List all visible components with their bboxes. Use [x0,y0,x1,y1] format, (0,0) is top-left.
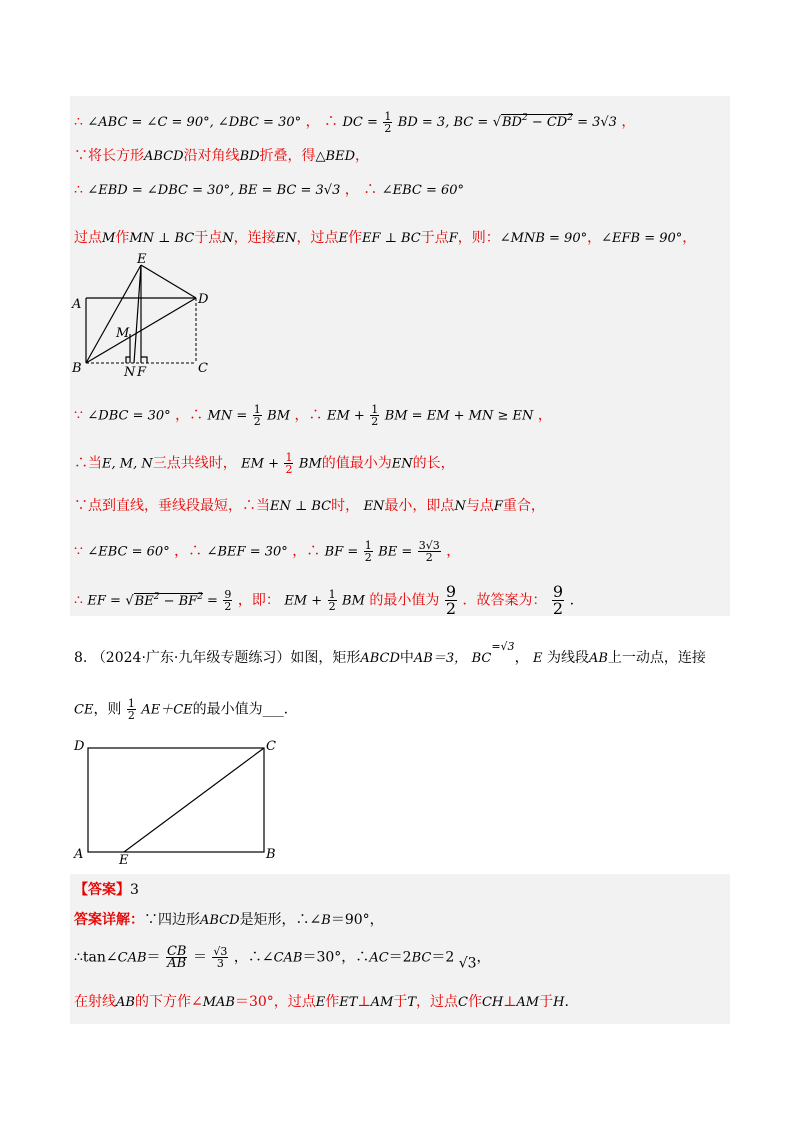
expression: EM + [241,456,279,472]
text: 的值最小为 [321,455,392,472]
solution-line-2 [74,146,369,167]
expression: MN = [207,408,248,424]
solution-line-6 [74,452,455,475]
fraction-half [364,540,373,563]
point-label: F [448,231,458,246]
answer-detail-line-2 [74,946,491,974]
text: 为线段 [546,650,589,666]
segment-en [134,265,141,363]
solution-line-1 [74,108,635,134]
denominator: 2 [285,463,293,476]
question-8-line-2 [74,698,288,721]
answer-detail-line-1 [74,910,384,931]
expression: BM [267,408,291,424]
text: ∵点到直线，垂线段最短，∴当 [74,498,270,514]
expression: EN ⊥ BC [270,499,332,514]
numerator: CB [166,944,187,959]
fraction-half [253,404,262,427]
label-m: M [116,326,130,341]
fraction-half [383,111,392,134]
expression: EF = [87,593,121,609]
fraction-half [127,698,136,721]
separator: ， [682,230,697,246]
bd-expression: BD = 3, BC = [397,115,489,130]
answer-blank: ___ [262,701,284,718]
equals: ＝ [146,949,161,966]
fraction-cb-ab [166,946,188,969]
therefore-symbol: ，∴ [174,543,203,560]
question-number: 8. [74,650,88,666]
segment-label: CH [481,995,504,1010]
text: ＝30°，过点 [234,994,316,1010]
expression: MN ⊥ BC [129,231,195,246]
equation: ∠DBC = 30° [87,408,171,424]
denominator: 2 [371,415,379,428]
label-a: A [72,297,82,312]
text: ．故答案为： [462,592,547,609]
text: 的长， [412,455,455,472]
segment-label: AB [588,651,608,666]
numerator: 1 [253,403,261,416]
text: 将长方形 [88,148,144,164]
segment-label: AC [369,950,389,966]
fraction-half [328,589,337,612]
text: ， [355,148,370,164]
period: . [283,701,289,718]
denominator: 2 [384,121,392,135]
segment-label: CE [74,702,94,718]
expression: BM [342,593,365,609]
text: ∴当 [74,455,102,472]
figure-folded-rectangle [64,250,224,380]
label-e: E [119,853,129,866]
fraction-result [418,540,441,563]
text: 作 [325,994,340,1010]
point-label: H [553,995,565,1010]
denominator: 3 [216,957,224,970]
denominator: AB [167,956,187,971]
expression: BM = EM + MN ≥ EN [384,408,534,424]
triangle-name: △BED [315,149,356,164]
solution-line-8 [74,540,460,563]
text: 在射线 [74,994,116,1010]
text: 沿对角线 [183,148,240,164]
therefore-symbol: ，∴ [292,543,321,560]
fraction-nine-halves [223,589,232,612]
text: ∴tan∠ [74,949,118,966]
fraction-nine-halves-large [552,584,564,617]
equation: ∠MNB = 90° [499,231,588,246]
expression: AE＋CE [141,702,193,718]
numerator: 1 [328,588,336,601]
denominator: 2 [552,599,564,618]
therefore-symbol: ∴ [324,114,339,130]
text: 的下方作∠ [134,994,203,1010]
equation: ∠EBD = ∠DBC = 30°, BE = BC = 3√3 [87,183,341,198]
therefore-symbol: ∴ [74,114,83,130]
text: 于 [539,994,554,1010]
diagonal-name: BD [239,149,260,164]
superscript: 2 [153,591,160,602]
separator: ， [587,230,602,246]
label-b: B [72,361,82,376]
solution-line-4 [74,228,696,249]
text: ，则： [457,230,500,246]
detail-label: 答案详解： [74,912,144,928]
segment-label: BC [411,950,432,966]
segment-ec [124,748,264,852]
text: ⊥ [357,994,371,1010]
expression: BF = [324,544,359,560]
expression: BE = [378,544,413,560]
solution-line-7 [74,496,545,517]
text: 的最小值为 [192,701,263,718]
text: ， [476,949,491,966]
numerator: 1 [127,697,135,710]
superscript: 2 [521,113,528,123]
segment-label: AM [370,995,394,1010]
text: ，过点 [296,230,339,246]
angle-name: CAB [117,950,147,966]
angle-name: MAB [202,995,235,1010]
numerator: 1 [371,403,379,416]
point-label: C [458,995,468,1010]
numerator: 1 [384,109,392,123]
label-d: D [74,739,85,754]
equation: ∠BEF = 30° [206,544,288,560]
text: 作 [467,994,482,1010]
text: ＝2 [431,949,455,966]
segment-label: EN [391,456,413,472]
dc-expression: DC = [342,115,378,130]
question-8-line-1 [74,640,706,667]
therefore-symbol: ，∴ [175,407,204,424]
text: ，过点 [416,994,458,1010]
text: 中 [399,650,414,666]
text: 最小，即点 [384,498,455,514]
equals: = [202,593,218,609]
segment-label: EN [275,231,297,246]
right-angle-n [126,357,130,363]
therefore-symbol: ∴ [74,182,83,198]
label-n: N [124,365,136,380]
numerator: 3√3 [418,539,440,552]
numerator: √3 [213,945,228,958]
question-source: （2024·广东·九年级专题练习） [91,650,291,666]
solution-line-9 [74,584,574,617]
numerator: 1 [285,451,293,464]
label-c: C [198,361,208,376]
text: 是矩形，∴∠ [239,912,322,928]
rect-name: ABCD [144,149,184,164]
right-angle-f [141,357,147,363]
label-a: A [74,847,84,862]
text: 于 [393,994,408,1010]
angle-vertex: B [321,913,331,928]
sqrt-expression: $√BE^2 - BF^2$ = [125,591,218,609]
text: 作 [115,230,130,246]
numerator: 9 [224,588,232,601]
denominator: 2 [253,415,261,428]
sqrt-minus: − CD [527,115,568,130]
fraction-half [370,404,379,427]
denominator: 2 [445,599,457,618]
expression: AB＝3， [413,651,468,666]
superscript: 2 [567,113,573,123]
sqrt-value: √3 [458,955,477,972]
label-c: C [266,739,276,754]
text: 的最小值为 [369,592,440,609]
therefore-symbol: ∴ [74,592,83,609]
text: ，连接 [233,230,276,246]
text: 如图，矩形 [290,650,361,666]
text: 重合， [502,498,545,514]
segment-label: EN [363,499,385,514]
text: 于点 [420,230,449,246]
text: ， [514,650,529,666]
text: ＝30°，∴ [302,949,370,966]
text: 折叠，得 [259,148,316,164]
equals: ＝ [192,949,207,966]
point-label: N [454,499,466,514]
expression: EM + [284,593,323,609]
figure-rectangle-abcd [66,736,286,866]
denominator: 2 [328,600,336,613]
because-symbol: ∵ [74,543,83,560]
label-f: F [137,365,147,380]
segment-be [86,265,141,363]
separator: ， [537,407,552,424]
label-e: E [137,252,147,267]
expression: EM + [326,408,365,424]
therefore-symbol: ，∴ [294,407,323,424]
rect-name: ABCD [360,651,400,666]
separator: ， [344,182,359,198]
points: E, M, N [102,456,153,472]
label-b: B [266,847,276,862]
text: 作 [347,230,362,246]
angle-equation: ∠ABC = ∠C = 90°, ∠DBC = 30° [87,115,302,130]
solution-line-5 [74,404,552,427]
denominator: 2 [224,600,232,613]
sqrt-expression: $√BD^2 - CD^2 = 3√3$ [492,113,617,130]
text: 时， [331,498,360,514]
angle-name: CAB [273,950,303,966]
point-label: E [315,995,326,1010]
equation: ∠EBC = 60° [381,183,465,198]
segment-label: AM [516,995,540,1010]
point-label: M [102,231,116,246]
rectangle-abcd [88,748,264,852]
rect-name: ABCD [200,913,240,928]
text: ，∴∠ [233,949,274,966]
text: 三点共线时， [152,455,237,472]
separator: ， [446,543,461,560]
text: ，即： [237,592,280,609]
period: . [564,994,569,1010]
solution-line-3 [74,180,464,201]
answer-label: 【答案】 [74,882,130,898]
period: . [569,592,575,609]
fraction-nine-halves-large [445,584,457,617]
therefore-symbol: ∴ [363,182,378,198]
denominator: 2 [127,709,135,722]
point-label: T [407,995,416,1010]
sqrt-body: BD [501,115,522,130]
ray-label: AB [116,995,135,1010]
superscript: 2 [197,591,203,602]
because-symbol: ∵ [74,407,83,424]
text: ⊥ [503,994,517,1010]
denominator: 2 [364,551,372,564]
answer-line [74,880,139,900]
text: ＝2 [388,949,412,966]
expression-sqrt3: =√3 [491,640,515,653]
text: ∵四边形 [144,912,200,928]
numerator: 9 [445,582,457,601]
denominator: 2 [425,551,433,564]
text: 上一动点，连接 [607,650,706,666]
numerator: 1 [364,539,372,552]
expression: BC [471,651,492,666]
answer-value: 3 [130,882,139,898]
text: ＝90°， [330,912,384,928]
because-symbol: ∵ [74,148,88,164]
text: 过点 [74,230,102,246]
text: 于点 [194,230,223,246]
point-label: E [338,231,348,246]
fraction-half [284,452,293,475]
separator: ， [621,114,636,130]
point-label: N [222,231,234,246]
segment-label: ET [339,995,358,1010]
numerator: 9 [552,582,564,601]
equation: ∠EFB = 90° [601,231,683,246]
segment-ed [141,265,196,298]
equation: ∠EBC = 60° [87,544,170,560]
expression: EF ⊥ BC [361,231,421,246]
text: ，则 [93,701,122,718]
equals-result: = 3√3 [572,115,617,130]
fraction-sqrt3-3 [212,946,228,969]
expression: BM [298,456,322,472]
point-label: E [533,651,543,666]
sqrt-body: BE [134,593,154,609]
sqrt-minus: − BF [159,593,198,609]
text: 与点 [465,498,494,514]
answer-detail-line-3 [74,992,569,1013]
point-label: F [493,499,503,514]
separator: ， [305,114,320,130]
label-d: D [198,292,209,307]
